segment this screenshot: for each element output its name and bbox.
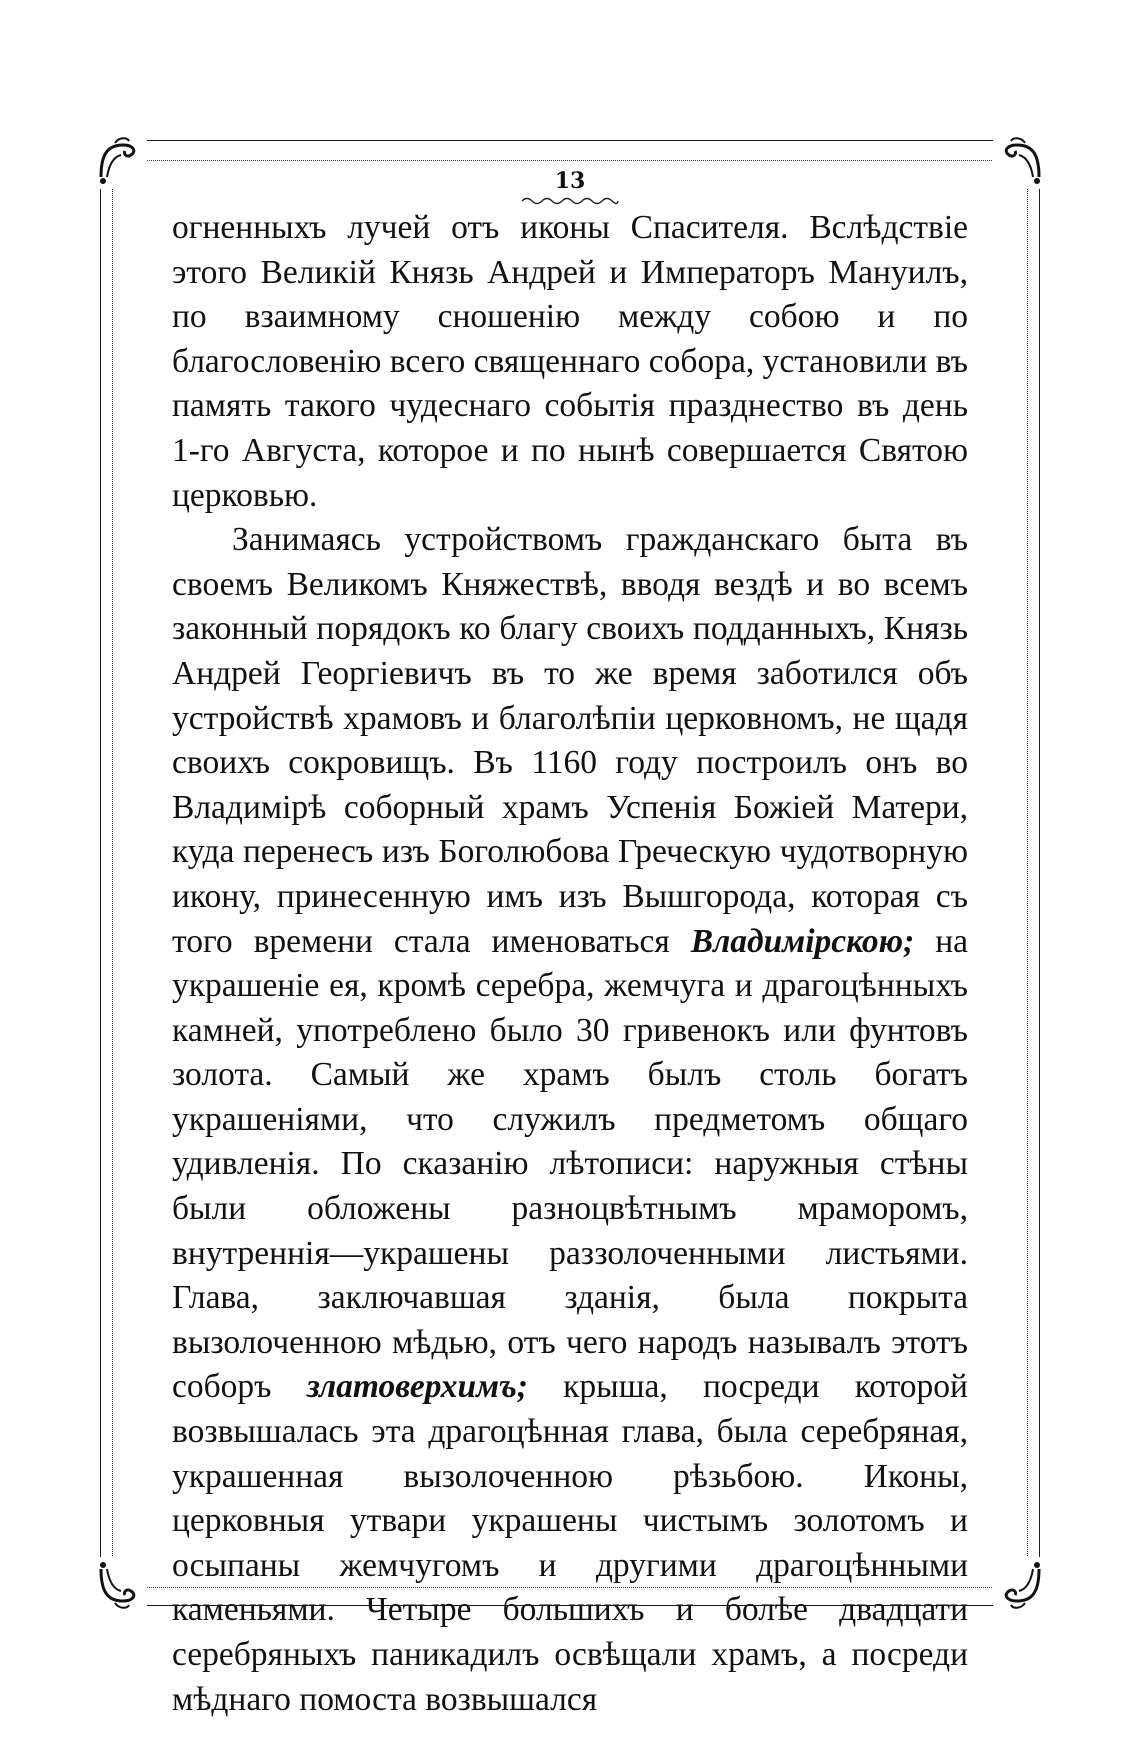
ornamental-corner-icon <box>993 1557 1047 1611</box>
ornamental-corner-icon <box>93 1557 147 1611</box>
paragraph: огненныхъ лучей отъ иконы Спасителя. Вслѣдствіе этого Великій Князь Андрей и Императоръ Мануилъ, по взаимному сношенію между собою и по благословенію всего священнаго собора, установили въ память такого чудеснаго событія празднество въ день 1-го Августа, которое и по нынѣ совершается Святою церковью. <box>172 209 968 514</box>
paragraph-text: Занимаясь устройствомъ гражданскаго быта въ своемъ Великомъ Княжествѣ, вводя вездѣ и во всемъ законный порядокъ ко благу своихъ подданныхъ, Князь Андрей Георгіевичъ въ то же время заботился объ устройствѣ храмовъ и благолѣпіи церковномъ, не щадя своихъ сокровищъ. Въ 1160 году построилъ онъ во Владимірѣ соборный храмъ Успенія Божіей Матери, куда перенесъ изъ Боголюбова Греческую чудотворную икону, принесенную имъ изъ Вышгорода, которая съ того времени стала именоваться <box>172 521 968 960</box>
decorative-squiggle-icon <box>520 196 620 206</box>
paragraph-text: на украшеніе ея, кромѣ серебра, жемчуга и драгоцѣнныхъ камней, употреблено было 30 гривенокъ или фунтовъ золота. Самый же храмъ былъ столь богатъ украшеніями, что служилъ предметомъ общаго удивленія. По сказанію лѣтописи: наружныя стѣны были обложены разноцвѣтнымъ мраморомъ, внутреннія—украшены раззолоченными листьями. Глава, заключавшая зданія, была покрыта вызолоченною мѣдью, отъ чего народъ называлъ этотъ соборъ <box>172 922 968 1406</box>
paragraph <box>172 518 968 1722</box>
page-number: 13 <box>554 168 586 194</box>
body-text <box>172 206 968 1722</box>
paragraph-text: крыша, посреди которой возвышалась эта драгоцѣнная глава, была серебряная, украшенная вызолоченною рѣзьбою. Иконы, церковныя утвари украшены чистымъ золотомъ и осыпаны жемчугомъ и другими драгоцѣнными каменьями. Четыре большихъ и болѣе двадцати серебряныхъ паникадилъ освѣщали храмъ, а посреди мѣднаго помоста возвышался <box>172 1368 968 1718</box>
italic-term: Владимірскою; <box>690 922 915 960</box>
italic-term: златоверхимъ; <box>306 1368 528 1406</box>
